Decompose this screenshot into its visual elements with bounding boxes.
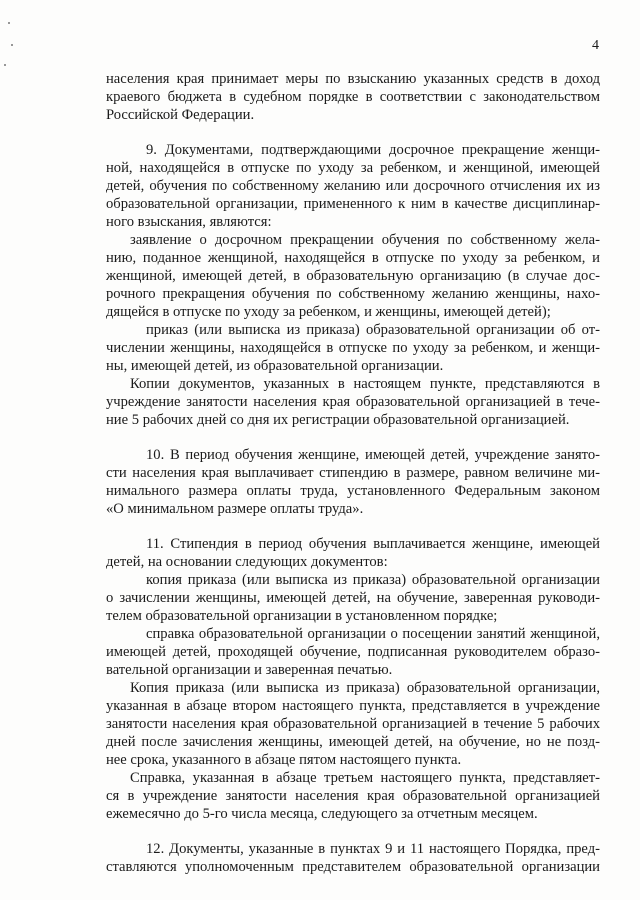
text-line: вательной организации и заверенная печатью.	[106, 662, 393, 678]
text-line: рочного прекращения обучения по собственному желанию женщины, нахо-	[106, 286, 600, 302]
text-line: занятости населения края образовательной организацией в течение 5 рабочих	[106, 716, 600, 732]
text-line: детей, на основании следующих документов:	[106, 554, 388, 570]
text-line: ежемесячно до 5-го числа месяца, следующего за отчетным месяцем.	[106, 806, 538, 822]
text-line: детей, обучения по собственному желанию или досрочного отчисления их из	[106, 178, 600, 194]
text-line: ставляются уполномоченным представителем образовательной организации	[106, 859, 600, 875]
text-line: о зачислении женщины, имеющей детей, на обучение, заверенная руководи-	[106, 590, 600, 606]
text-line: справка образовательной организации о посещении занятий женщиной,	[146, 626, 600, 642]
text-line: Копии документов, указанных в настоящем пункте, представляются в	[130, 376, 600, 392]
text-line: ние 5 рабочих дней со дня их регистрации образовательной организацией.	[106, 412, 570, 428]
text-line: дящейся в отпуске по уходу за ребенком, и женщины, имеющей детей);	[106, 304, 551, 320]
text-line: Справка, указанная в абзаце третьем настоящего пункта, представляет-	[130, 770, 600, 786]
text-line: 12. Документы, указанные в пунктах 9 и 11 настоящего Порядка, пред-	[146, 841, 600, 857]
text-line: ного взыскания, являются:	[106, 214, 272, 230]
text-line: ны, имеющей детей, из образовательной организации.	[106, 358, 444, 374]
text-line: ся в учреждение занятости населения края образовательной организацией	[106, 788, 600, 804]
text-line: Российской Федерации.	[106, 107, 255, 123]
text-line: краевого бюджета в судебном порядке в соответствии с законодательством	[106, 89, 600, 105]
text-line: 9. Документами, подтверждающими досрочное прекращение женщи-	[146, 142, 600, 158]
text-line: Копия приказа (или выписка из приказа) образовательной организации,	[130, 680, 600, 696]
text-line: учреждение занятости населения края образовательной организацией в тече-	[106, 394, 600, 410]
text-line: женщиной, имеющей детей, в образовательную организацию (в случае дос-	[106, 268, 600, 284]
text-line: приказ (или выписка из приказа) образовательной организации об от-	[146, 322, 600, 338]
text-line: сти населения края выплачивает стипендию в размере, равном величине ми-	[106, 465, 600, 481]
text-line: указанная в абзаце втором настоящего пункта, представляется в учреждение	[106, 698, 600, 714]
text-line: 10. В период обучения женщине, имеющей детей, учреждение занято-	[146, 447, 600, 463]
text-line: заявление о досрочном прекращении обучения по собственному жела-	[130, 232, 600, 248]
page-number: 4	[592, 38, 599, 53]
text-line: «О минимальном размере оплаты труда».	[106, 501, 364, 517]
text-line: нимального размера оплаты труда, установленного Федеральным законом	[106, 483, 600, 499]
text-line: дней после зачисления женщины, имеющей детей, на обучение, но не позд-	[106, 734, 600, 750]
speck-3	[4, 64, 6, 66]
speck-2	[11, 44, 13, 46]
text-line: телем образовательной организации в установленном порядке;	[106, 608, 498, 624]
text-line: ной, находящейся в отпуске по уходу за ребенком, и женщиной, имеющей	[106, 160, 600, 176]
text-line: копия приказа (или выписка из приказа) образовательной организации	[146, 572, 600, 588]
text-line: населения края принимает меры по взысканию указанных средств в доход	[106, 71, 600, 87]
text-line: 11. Стипендия в период обучения выплачивается женщине, имеющей	[146, 536, 600, 552]
text-line: нее срока, указанного в абзаце пятом настоящего пункта.	[106, 752, 462, 768]
text-line: имеющей детей, проходящей обучение, подписанная руководителем образо-	[106, 644, 600, 660]
text-line: нию, поданное женщиной, находящейся в отпуске по уходу за ребенком, и	[106, 250, 600, 266]
text-line: образовательной организации, примененного к ним в качестве дисциплинар-	[106, 196, 600, 212]
text-line: числении женщины, находящейся в отпуске по уходу за ребенком, и женщи-	[106, 340, 600, 356]
speck-1	[8, 22, 10, 24]
